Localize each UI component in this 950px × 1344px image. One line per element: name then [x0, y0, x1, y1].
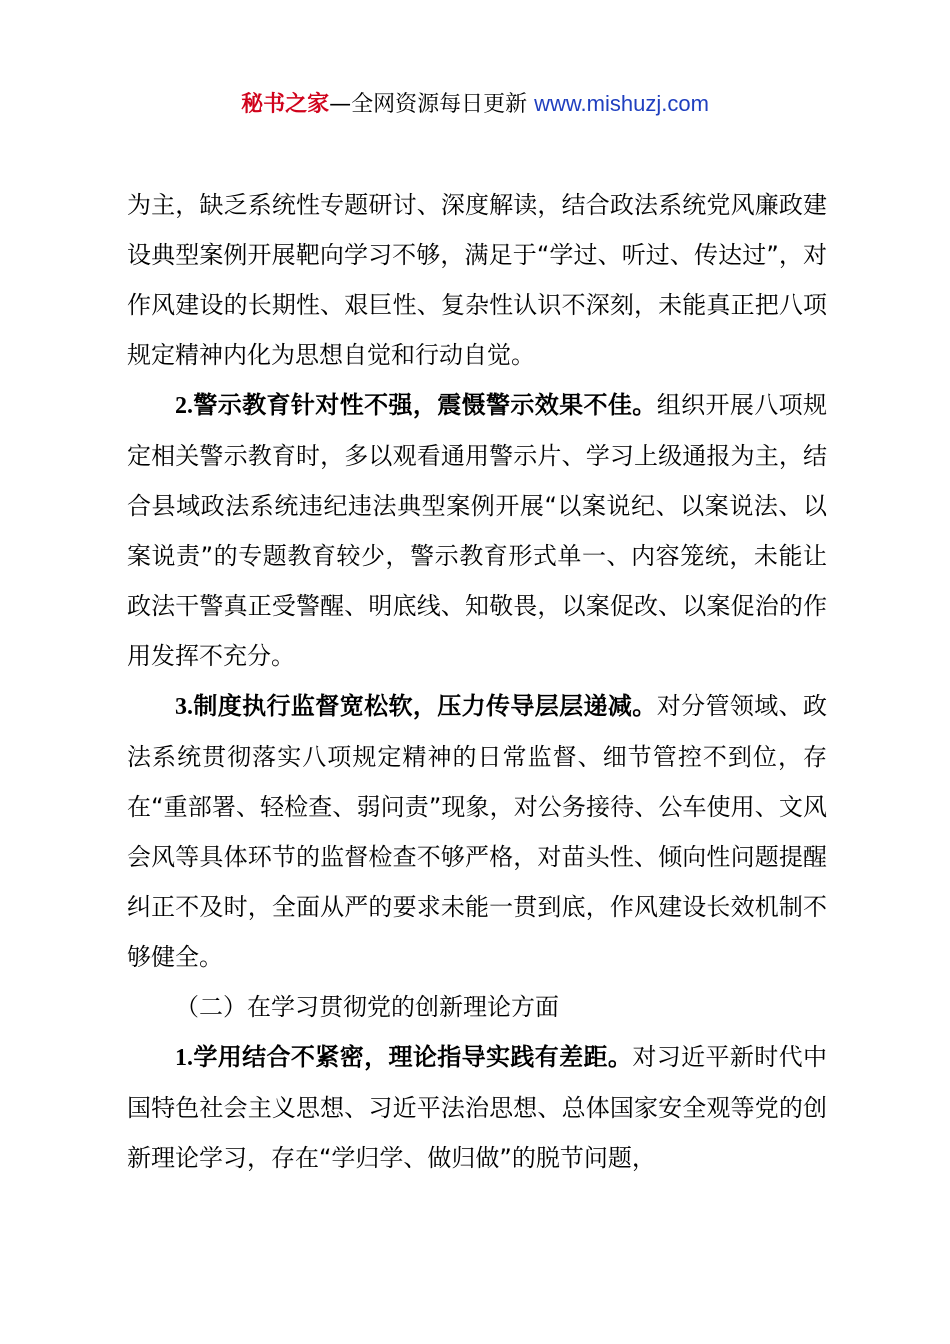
item-number: 1. — [175, 1045, 193, 1071]
paragraph-text: 为主，缺乏系统性专题研讨、深度解读，结合政法系统党风廉政建设典型案例开展靶向学习不够，满足于“学过、听过、传达过”，对作风建设的长期性、艰巨性、复杂性认识不深刻，未能真正把八项规定精神内化为思想自觉和行动自觉。 — [127, 191, 827, 369]
item-number: 2. — [175, 393, 193, 419]
item-heading: 警示教育针对性不强，震慑警示效果不佳。 — [193, 391, 657, 419]
section-heading — [127, 982, 827, 1032]
document-body — [127, 180, 827, 1183]
site-brand: 秘书之家 — [241, 92, 330, 117]
site-url-link[interactable]: www.mishuzj.com — [534, 91, 709, 116]
item-heading: 学用结合不紧密，理论指导实践有差距。 — [193, 1043, 633, 1071]
item-number: 3. — [175, 694, 193, 720]
paragraph-text: 对习近平新时代中国特色社会主义思想、习近平法治思想、总体国家安全观等党的创新理论学习，存在“学归学、做归做”的脱节问题， — [127, 1043, 828, 1172]
site-tagline: —全网资源每日更新 — [329, 92, 535, 117]
paragraph-text: 对分管领域、政法系统贯彻落实八项规定精神的日常监督、细节管控不到位，存在“重部署、轻检查、弱问责”现象，对公务接待、公车使用、文风会风等具体环节的监督检查不够严格，对苗头性、倾向性问题提醒纠正不及时，全面从严的要求未能一贯到底，作风建设长效机制不够健全。 — [127, 692, 828, 971]
paragraph-item-3 — [127, 681, 827, 982]
page-header — [0, 86, 950, 123]
item-heading: 制度执行监督宽松软，压力传导层层递减。 — [193, 692, 657, 720]
paragraph-item-1 — [127, 1032, 827, 1183]
paragraph-item-2 — [127, 380, 827, 681]
paragraph-text: 组织开展八项规定相关警示教育时，多以观看通用警示片、学习上级通报为主，结合县域政法系统违纪违法典型案例开展“以案说纪、以案说法、以案说责”的专题教育较少，警示教育形式单一、内容笼统，未能让政法干警真正受警醒、明底线、知敬畏，以案促改、以案促治的作用发挥不充分。 — [127, 391, 828, 670]
paragraph-continuation — [127, 180, 827, 380]
section-title: （二）在学习贯彻党的创新理论方面 — [175, 993, 559, 1021]
